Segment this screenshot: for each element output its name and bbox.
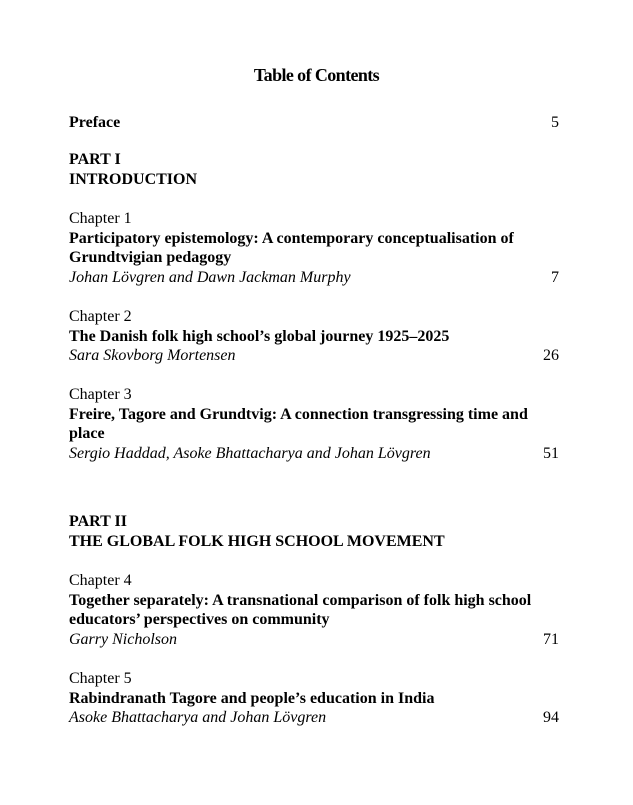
chapter-title: Together separately: A transnational comparison of folk high school bbox=[69, 592, 532, 609]
page-number: 51 bbox=[543, 445, 559, 462]
chapter-title: Grundtvigian pedagogy bbox=[69, 249, 232, 266]
chapter-authors-row bbox=[69, 346, 559, 366]
chapter-label: Chapter 5 bbox=[69, 670, 132, 687]
preface-label: Preface bbox=[69, 114, 121, 131]
chapter-authors-row bbox=[69, 444, 559, 464]
chapter-label: Chapter 1 bbox=[69, 210, 132, 227]
chapter-label: Chapter 3 bbox=[69, 386, 132, 403]
page-number: 94 bbox=[543, 709, 559, 726]
part-number: PART II bbox=[69, 513, 127, 530]
page-number: 71 bbox=[543, 631, 559, 648]
chapter-authors: Garry Nicholson bbox=[69, 631, 177, 648]
chapter-authors: Asoke Bhattacharya and Johan Lövgren bbox=[69, 709, 327, 726]
chapter-title: Freire, Tagore and Grundtvig: A connection transgressing time and bbox=[69, 406, 528, 423]
chapter-label: Chapter 2 bbox=[69, 308, 132, 325]
chapter-authors-row bbox=[69, 268, 559, 288]
page-number: 26 bbox=[543, 347, 559, 364]
page-number: 5 bbox=[551, 114, 559, 131]
chapter-title: place bbox=[69, 425, 105, 442]
chapter-label: Chapter 4 bbox=[69, 572, 132, 589]
chapter-title: Participatory epistemology: A contemporary conceptualisation of bbox=[69, 230, 514, 247]
toc-entry-preface[interactable] bbox=[69, 113, 559, 133]
part-name: INTRODUCTION bbox=[69, 171, 198, 188]
chapter-title: educators’ perspectives on community bbox=[69, 611, 330, 628]
chapter-authors: Sara Skovborg Mortensen bbox=[69, 347, 236, 364]
chapter-title: Rabindranath Tagore and people’s education in India bbox=[69, 690, 435, 707]
page-number: 7 bbox=[551, 269, 559, 286]
chapter-authors: Johan Lövgren and Dawn Jackman Murphy bbox=[69, 269, 351, 286]
part-number: PART I bbox=[69, 151, 121, 168]
page-title: Table of Contents bbox=[253, 65, 380, 85]
chapter-title: The Danish folk high school’s global journey 1925–2025 bbox=[69, 328, 450, 345]
chapter-authors-row bbox=[69, 708, 559, 728]
part-name: THE GLOBAL FOLK HIGH SCHOOL MOVEMENT bbox=[69, 533, 445, 550]
chapter-authors: Sergio Haddad, Asoke Bhattacharya and Johan Lövgren bbox=[69, 445, 431, 462]
chapter-authors-row bbox=[69, 630, 559, 650]
